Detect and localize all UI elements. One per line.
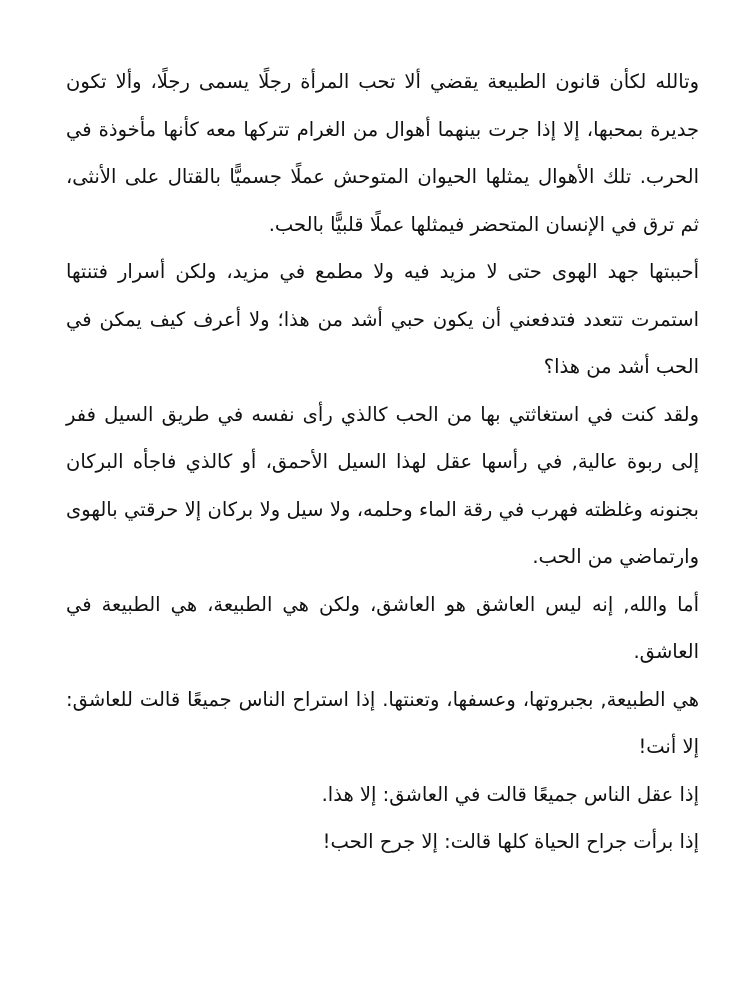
paragraph-3: ولقد كنت في استغاثتي بها من الحب كالذي رأى نفسه في طريق السيل ففر إلى ربوة عالية, في رأسها عقل لهذا السيل الأحمق، أو كالذي فاجأه البركان بجنونه وغلظته فهرب في رقة الماء وحلمه، ولا سيل ولا بركان إلا حرقتي بالهوى وارتماضي من الحب. [66, 402, 699, 568]
paragraph-5: هي الطبيعة, بجبروتها، وعسفها، وتعنتها. إذا استراح الناس جميعًا قالت للعاشق: إلا أنت! [66, 687, 699, 758]
document-page [66, 58, 699, 866]
paragraph-6: إذا عقل الناس جميعًا قالت في العاشق: إلا هذا. [321, 782, 699, 806]
paragraph-2: أحببتها جهد الهوى حتى لا مزيد فيه ولا مطمع في مزيد، ولكن أسرار فتنتها استمرت تتعدد فتدفعني أن يكون حبي أشد من هذا؛ ولا أعرف كيف يمكن في الحب أشد من هذا؟ [66, 260, 699, 378]
paragraph-7: إذا برأت جراح الحياة كلها قالت: إلا جرح الحب! [322, 830, 699, 853]
paragraph-1: وتالله لكأن قانون الطبيعة يقضي ألا تحب المرأة رجلًا يسمى رجلًا، وألا تكون جديرة بمحبها، إلا إذا جرت بينهما أهوال من الغرام تتركها معه كأنها مأخوذة في الحرب. تلك الأهوال يمثلها الحيوان المتوحش عملًا جسميًّا بالقتال على الأنثى، ثم ترق في الإنسان المتحضر فيمثلها عملًا قلبيًّا بالحب. [66, 70, 699, 236]
paragraph-4: أما والله, إنه ليس العاشق هو العاشق، ولكن هي الطبيعة، هي الطبيعة في العاشق. [66, 592, 699, 663]
